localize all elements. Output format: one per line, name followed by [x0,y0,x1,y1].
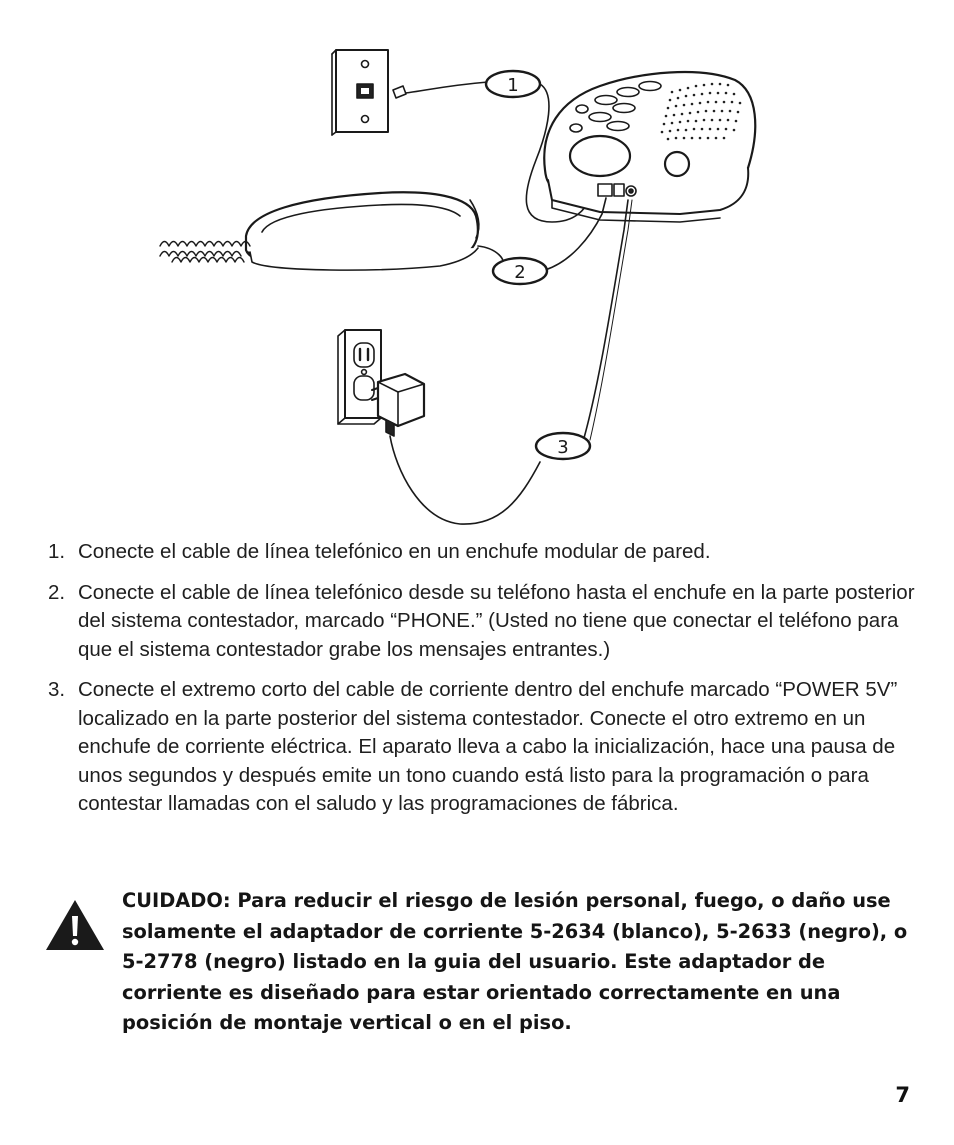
callout-1-label: 1 [507,75,519,96]
step-1 [48,538,928,567]
step-2 [48,579,928,665]
step-text: Conecte el extremo corto del cable de corriente dentro del enchufe marcado “POWER 5V” localizado en la parte posterior del sistema contestador. Conecte el otro extremo en un enchufe de corriente eléctrica. El aparato lleva a cabo la inicialización, hace una pausa de unos segundos y después emite un tono cuando está listo para la programación o para contestar llamadas con el saludo y las programaciones de fábrica. [78,678,898,815]
callout-3 [536,433,590,459]
step-3 [48,676,928,819]
power-adapter [372,374,424,436]
step-text: Conecte el cable de línea telefónico desde su teléfono hasta el enchufe en la parte posterior del sistema contestador, marcado “PHONE.” (Usted no tiene que conectar el teléfono para que el sistema contestador grabe los mensajes entrantes.) [78,580,915,661]
power-cord-3 [390,436,540,524]
wall-power-outlet [338,330,381,424]
page-number: 7 [895,1083,910,1107]
callout-3-label: 3 [557,437,569,458]
connection-diagram [0,0,954,540]
step-text: Conecte el cable de línea telefónico en un enchufe modular de pared. [78,540,711,563]
corded-telephone [246,192,479,270]
answering-machine [544,72,755,222]
warning-triangle-icon [44,898,106,952]
callout-2 [493,258,547,284]
line-cord-1 [397,82,488,94]
callout-1 [486,71,540,97]
wall-phone-jack [332,50,388,135]
coiled-cord [160,242,250,263]
step-number: 1. [48,540,66,563]
instruction-steps [48,538,928,831]
caution-text: CUIDADO: Para reducir el riesgo de lesión personal, fuego, o daño use solamente el adaptador de corriente 5-2634 (blanco), 5-2633 (negro), o 5-2778 (negro) listado en la guia del usuario. Este adaptador de corriente es diseñado para estar orientado correctamente en una posición de montaje vertical o en el piso. [122,889,908,1034]
callout-2-label: 2 [514,262,526,283]
step-number: 3. [48,678,66,701]
step-number: 2. [48,580,66,604]
